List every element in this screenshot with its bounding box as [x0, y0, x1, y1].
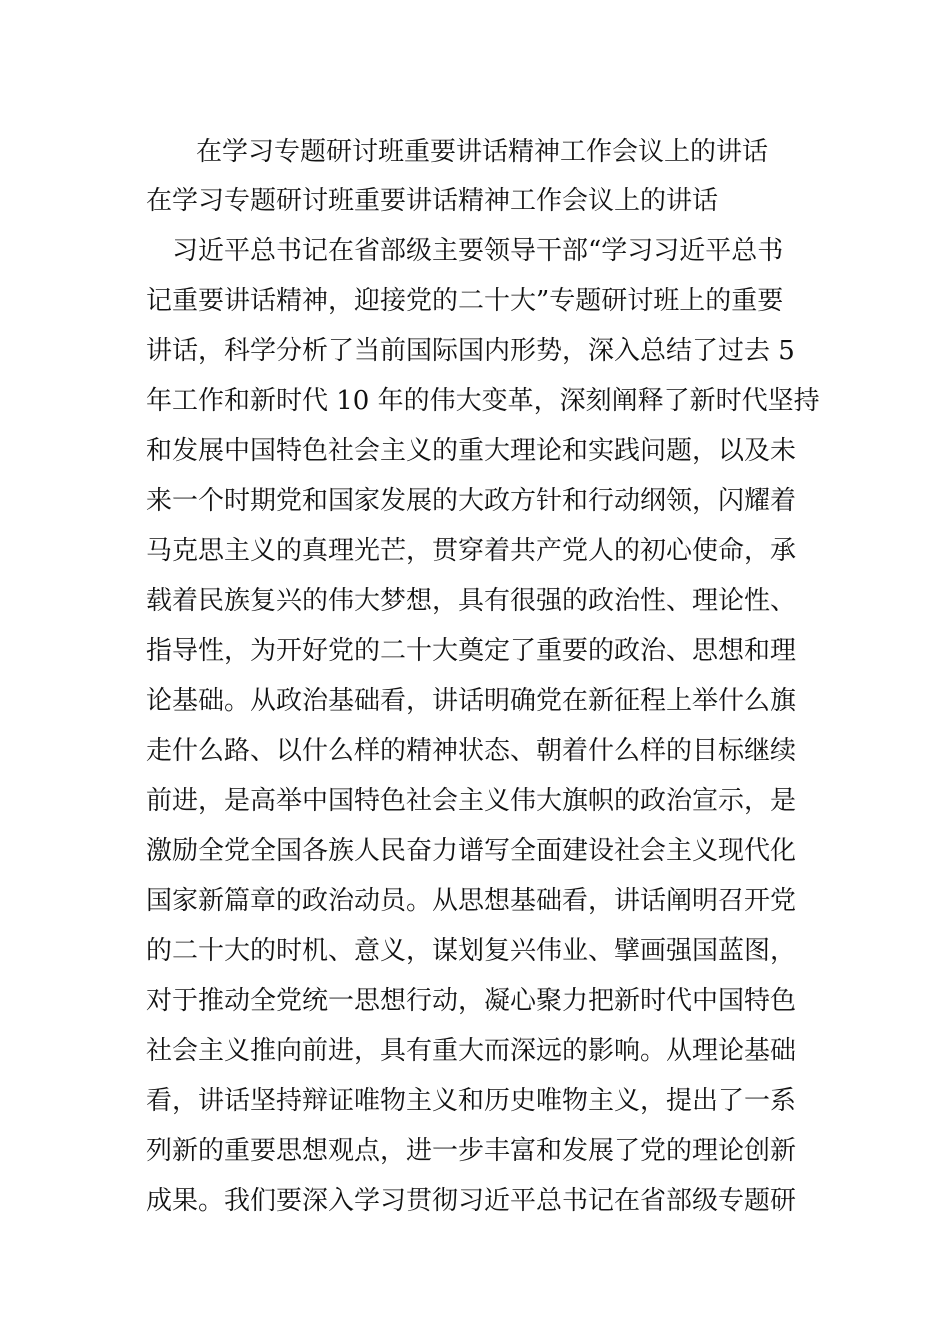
- body-line-4: 年工作和新时代 10 年的伟大变革，深刻阐释了新时代坚持: [146, 386, 820, 416]
- body-line-1: 习近平总书记在省部级主要领导干部“学习习近平总书: [146, 236, 784, 266]
- body-line-20: 成果。我们要深入学习贯彻习近平总书记在省部级专题研: [146, 1186, 797, 1216]
- body-line-17: 社会主义推向前进，具有重大而深远的影响。从理论基础: [146, 1036, 797, 1066]
- body-line-15: 的二十大的时机、意义，谋划复兴伟业、擘画强国蓝图，: [146, 936, 797, 966]
- body-line-18: 看，讲话坚持辩证唯物主义和历史唯物主义，提出了一系: [146, 1086, 797, 1116]
- body-line-12: 前进，是高举中国特色社会主义伟大旗帜的政治宣示，是: [146, 786, 797, 816]
- document-title-left: 在学习专题研讨班重要讲话精神工作会议上的讲话: [146, 186, 719, 216]
- body-line-6: 来一个时期党和国家发展的大政方针和行动纲领，闪耀着: [146, 486, 797, 516]
- body-line-7: 马克思主义的真理光芒，贯穿着共产党人的初心使命，承: [146, 536, 797, 566]
- body-line-16: 对于推动全党统一思想行动，凝心聚力把新时代中国特色: [146, 986, 797, 1016]
- body-line-3: 讲话，科学分析了当前国际国内形势，深入总结了过去 5: [146, 336, 795, 366]
- document-title-centered: 在学习专题研讨班重要讲话精神工作会议上的讲话: [196, 137, 769, 167]
- body-line-14: 国家新篇章的政治动员。从思想基础看，讲话阐明召开党: [146, 886, 797, 916]
- body-line-5: 和发展中国特色社会主义的重大理论和实践问题，以及未: [146, 436, 797, 466]
- body-line-19: 列新的重要思想观点，进一步丰富和发展了党的理论创新: [146, 1136, 797, 1166]
- body-line-10: 论基础。从政治基础看，讲话明确党在新征程上举什么旗: [146, 686, 797, 716]
- body-line-8: 载着民族复兴的伟大梦想，具有很强的政治性、理论性、: [146, 586, 797, 616]
- body-line-9: 指导性，为开好党的二十大奠定了重要的政治、思想和理: [146, 636, 797, 666]
- body-line-11: 走什么路、以什么样的精神状态、朝着什么样的目标继续: [146, 736, 797, 766]
- body-line-13: 激励全党全国各族人民奋力谱写全面建设社会主义现代化: [146, 836, 797, 866]
- body-line-2: 记重要讲话精神，迎接党的二十大”专题研讨班上的重要: [146, 286, 784, 316]
